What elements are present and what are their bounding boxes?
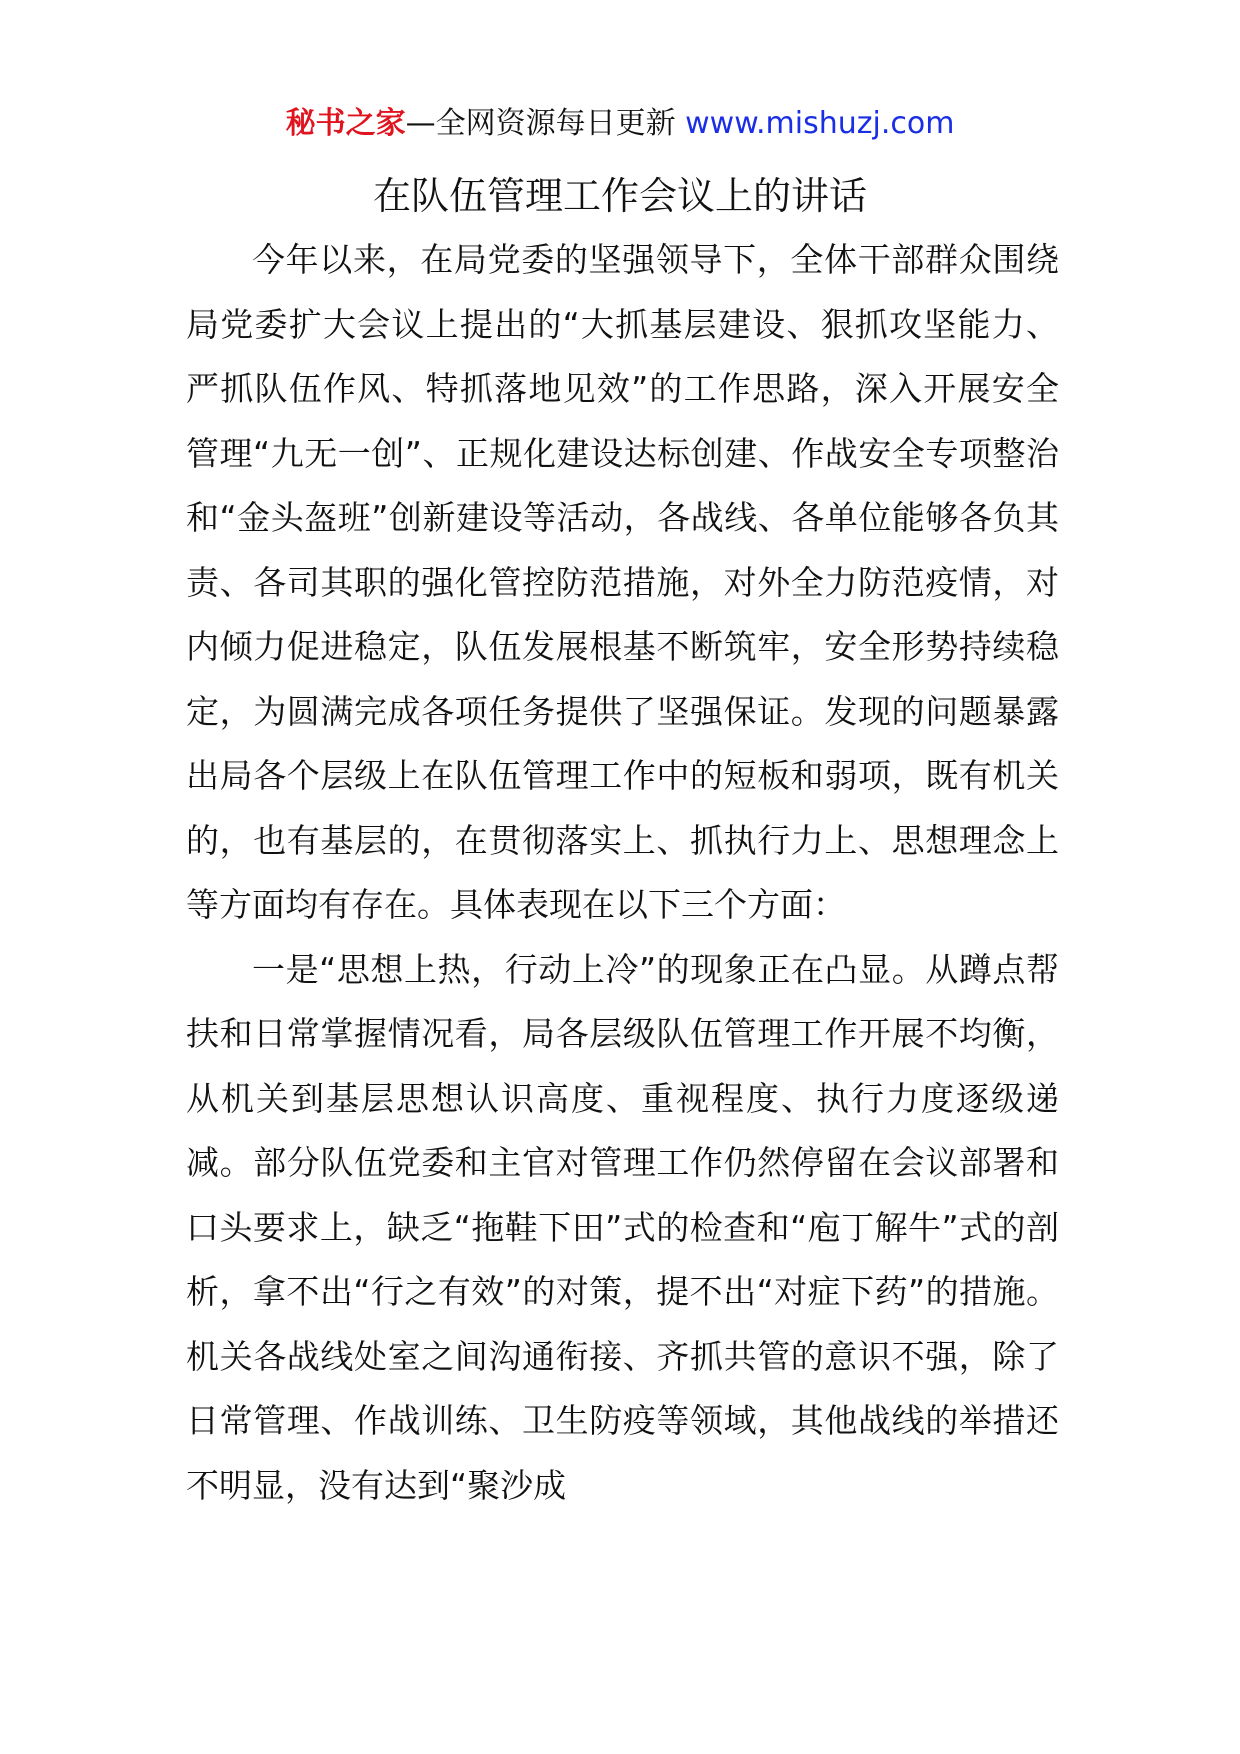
body-paragraph: 今年以来，在局党委的坚强领导下，全体干部群众围绕局党委扩大会议上提出的“大抓基层建设、狠抓攻坚能力、严抓队伍作风、特抓落地见效”的工作思路，深入开展安全管理“九无一创”、正规化建设达标创建、作战安全专项整治和“金头盔班”创新建设等活动，各战线、各单位能够各负其责、各司其职的强化管控防范措施，对外全力防范疫情，对内倾力促进稳定，队伍发展根基不断筑牢，安全形势持续稳定，为圆满完成各项任务提供了坚强保证。发现的问题暴露出局各个层级上在队伍管理工作中的短板和弱项，既有机关的，也有基层的，在贯彻落实上、抓执行力上、思想理念上等方面均有存在。具体表现在以下三个方面：: [186, 240, 1059, 924]
header-tagline: —全网资源每日更新: [405, 106, 686, 141]
document-title: 在队伍管理工作会议上的讲话: [372, 174, 867, 218]
document-body: [186, 228, 1059, 1518]
brand-name: 秘书之家: [285, 106, 406, 141]
site-url-link[interactable]: www.mishuzj.com: [685, 106, 955, 141]
site-header: [0, 100, 1240, 148]
body-paragraph: 一是“思想上热，行动上冷”的现象正在凸显。从蹲点帮扶和日常掌握情况看，局各层级队伍管理工作开展不均衡，从机关到基层思想认识高度、重视程度、执行力度逐级递减。部分队伍党委和主官对管理工作仍然停留在会议部署和口头要求上，缺乏“拖鞋下田”式的检查和“庖丁解牛”式的剖析，拿不出“行之有效”的对策，提不出“对症下药”的措施。机关各战线处室之间沟通衔接、齐抓共管的意识不强，除了日常管理、作战训练、卫生防疫等领域，其他战线的举措还不明显，没有达到“聚沙成: [186, 949, 1059, 1505]
